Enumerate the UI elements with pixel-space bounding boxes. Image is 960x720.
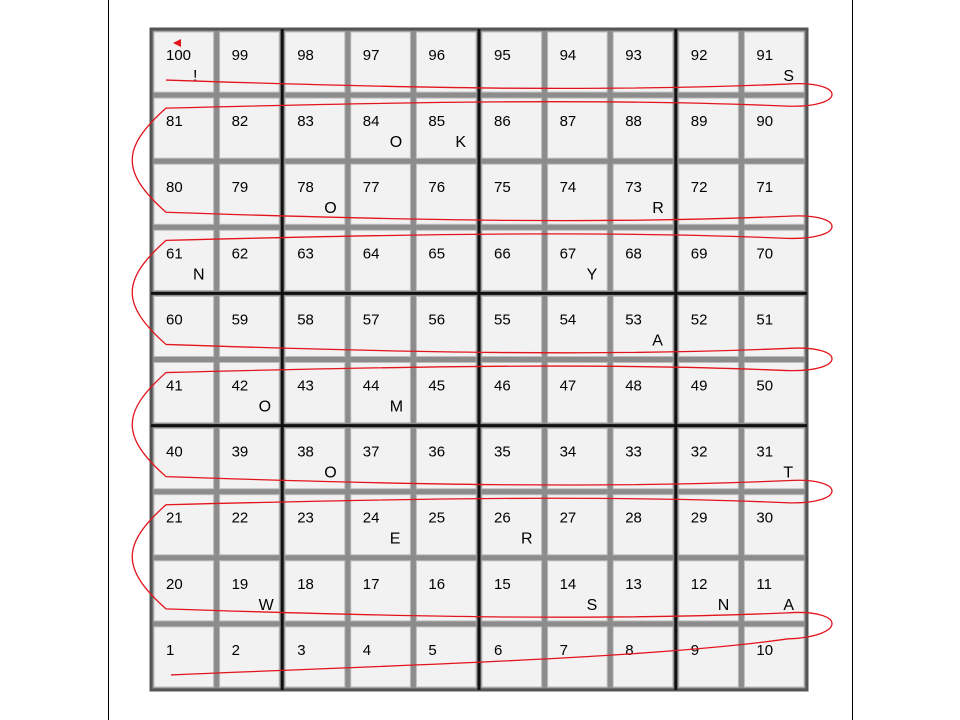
cell-number: 53 [625,311,642,329]
cell-tile [613,32,673,92]
cell-tile [351,627,411,687]
cell-number: 25 [428,509,446,527]
cell-tile [679,230,739,290]
cell-number: 12 [690,575,708,593]
cell-number: 87 [559,113,577,131]
cell-tile [548,296,608,356]
cell-letter: A [783,596,795,614]
grid-cell [154,429,214,489]
cell-number: 99 [231,47,249,64]
cell-number: 51 [756,311,774,329]
grid-cell [548,429,608,489]
grid-cell [351,230,411,290]
grid-cell [482,627,542,687]
cell-tile [679,296,739,356]
cell-number: 80 [166,179,183,197]
cell-number: 35 [494,443,511,461]
cell-tile [548,363,608,423]
cell-number: 27 [559,509,577,527]
cell-letter: N [193,266,205,284]
cell-number: 2 [231,641,240,659]
cell-tile [613,230,673,290]
cell-number: 33 [625,443,642,461]
cell-number: 44 [362,377,380,395]
cell-tile [416,627,476,687]
cell-number: 96 [428,47,446,64]
cell-tile [482,495,542,555]
cell-number: 29 [690,509,708,527]
cell-tile [679,429,739,489]
cell-tile [744,495,804,555]
cell-number: 58 [297,311,314,329]
cell-number: 55 [494,311,511,329]
cell-number: 24 [362,509,380,527]
cell-number: 9 [690,641,700,659]
cell-tile [285,561,345,621]
cell-number: 88 [625,113,642,131]
cell-number: 76 [428,179,446,197]
cell-number: 78 [297,179,314,197]
cell-number: 5 [428,641,437,659]
cell-number: 10 [756,641,774,659]
cell-number: 69 [690,245,708,263]
cell-tile [744,230,804,290]
cell-letter: O [258,398,272,416]
grid-cell [285,32,345,92]
grid-cell [285,495,345,555]
cell-tile [482,98,542,158]
cell-number: 17 [362,575,380,593]
grid-cell [679,98,739,158]
cell-number: 16 [428,575,446,593]
cell-tile [548,230,608,290]
cell-number: 28 [625,509,642,527]
cell-number: 65 [428,245,446,263]
cell-number: 1 [166,641,175,659]
cell-tile [285,363,345,423]
cell-tile [482,296,542,356]
grid-cell [613,230,673,290]
grid-cell [285,230,345,290]
grid-cell [613,363,673,423]
cell-tile [285,495,345,555]
cell-number: 79 [231,179,249,197]
cell-number: 67 [559,245,577,263]
cell-letter: W [258,596,274,614]
cell-number: 31 [756,443,774,461]
cell-tile [154,561,214,621]
cell-number: 4 [362,641,372,659]
cell-tile [744,627,804,687]
cell-tile [154,164,214,224]
grid-cell [351,561,411,621]
cell-number: 100 [166,47,192,64]
cell-number: 66 [494,245,511,263]
grid-cell [416,32,476,92]
cell-number: 13 [625,575,642,593]
cell-number: 41 [166,377,183,395]
grid-cell [679,296,739,356]
cell-letter: S [586,596,598,614]
cell-tile [482,561,542,621]
grid-cell [154,296,214,356]
cell-number: 71 [756,179,774,197]
cell-number: 40 [166,443,183,461]
cell-tile [548,98,608,158]
cell-number: 97 [362,47,380,64]
grid-cell [416,363,476,423]
cell-tile [416,296,476,356]
cell-tile [548,429,608,489]
cell-tile [679,98,739,158]
cell-tile [416,429,476,489]
grid-cell [679,429,739,489]
cell-number: 83 [297,113,314,131]
grid-cell [285,98,345,158]
cell-tile [548,561,608,621]
grid-cell [548,296,608,356]
cell-tile [482,429,542,489]
cell-number: 45 [428,377,446,395]
cell-number: 68 [625,245,642,263]
grid-cell [482,429,542,489]
cell-tile [744,363,804,423]
grid-cell [548,230,608,290]
grid-cell [613,561,673,621]
grid-cell [548,495,608,555]
cell-tile [416,561,476,621]
cell-letter: O [324,200,337,218]
cell-number: 14 [559,575,577,593]
grid-cell [351,296,411,356]
cell-tile [482,32,542,92]
cell-number: 42 [231,377,249,395]
cell-tile [679,495,739,555]
cell-tile [744,98,804,158]
cell-number: 81 [166,113,183,131]
cell-number: 95 [494,47,511,64]
grid-cell [679,230,739,290]
grid-cell [482,230,542,290]
grid-cell [416,164,476,224]
cell-number: 6 [494,641,503,659]
grid-cell [416,230,476,290]
cell-tile [548,164,608,224]
cell-number: 23 [297,509,314,527]
cell-tile [285,32,345,92]
cell-letter: K [455,134,467,152]
cell-tile [482,230,542,290]
cell-number: 54 [559,311,577,329]
cell-number: 72 [690,179,708,197]
cell-tile [416,230,476,290]
cell-tile [285,98,345,158]
grid-cell [613,296,673,356]
grid-cell [613,429,673,489]
grid-cell [613,627,673,687]
cell-number: 47 [559,377,577,395]
cell-number: 50 [756,377,774,395]
cell-number: 19 [231,575,249,593]
cell-number: 48 [625,377,642,395]
cell-tile [351,561,411,621]
cell-tile [351,296,411,356]
cell-tile [351,164,411,224]
cell-number: 62 [231,245,249,263]
grid-cell [548,561,608,621]
grid-cell [482,363,542,423]
cell-letter: E [389,530,401,548]
grid-cell [220,627,280,687]
cell-tile [416,98,476,158]
cell-tile [220,627,280,687]
grid-cell [416,296,476,356]
cell-number: 43 [297,377,314,395]
grid-cell [482,495,542,555]
cell-number: 70 [756,245,774,263]
cell-letter: M [389,398,404,416]
grid-cell [744,363,804,423]
grid-cell [482,164,542,224]
cell-number: 82 [231,113,249,131]
cell-number: 74 [559,179,577,197]
cell-number: 7 [559,641,568,659]
cell-number: 89 [690,113,708,131]
cell-number: 57 [362,311,380,329]
cell-number: 3 [297,641,306,659]
cell-tile [285,230,345,290]
cell-tile [416,495,476,555]
grid-cell [613,98,673,158]
grid-cell [548,164,608,224]
cell-letter: S [783,68,795,85]
grid-cell [744,230,804,290]
grid-cell [351,627,411,687]
cell-number: 98 [297,47,314,64]
cell-tile [351,429,411,489]
cell-number: 49 [690,377,708,395]
cell-tile [613,98,673,158]
cell-letter: ! [193,68,198,85]
grid-cell [416,429,476,489]
cell-number: 60 [166,311,183,329]
cell-letter: R [652,200,664,218]
cell-number: 46 [494,377,511,395]
cell-tile [613,296,673,356]
cell-letter: A [652,332,663,350]
cell-letter: T [783,464,794,482]
grid-cell [613,495,673,555]
grid-cell [548,32,608,92]
cell-tile [351,230,411,290]
cell-number: 73 [625,179,642,197]
grid-cell [154,561,214,621]
grid-cell [679,561,739,621]
grid-cell [744,98,804,158]
cell-number: 30 [756,509,774,527]
cell-number: 86 [494,113,511,131]
cell-number: 59 [231,311,249,329]
cell-number: 8 [625,641,634,659]
cell-tile [679,627,739,687]
cell-number: 61 [166,245,183,263]
cell-number: 34 [559,443,577,461]
grid-cell [285,627,345,687]
cell-tile [285,627,345,687]
grid-cell [679,363,739,423]
grid-cell [482,561,542,621]
grid-cell [482,32,542,92]
cell-tile [679,164,739,224]
grid-cell [679,495,739,555]
cell-letter: N [717,596,730,614]
cell-tile [482,363,542,423]
cell-number: 84 [362,113,380,131]
cell-number: 85 [428,113,446,131]
grid-cell [548,363,608,423]
cell-number: 11 [756,575,772,593]
cell-tile [613,429,673,489]
cell-tile [285,296,345,356]
grid-cell [351,32,411,92]
cell-number: 75 [494,179,511,197]
grid-cell [548,98,608,158]
grid-cell [154,32,214,92]
cell-tile [154,627,214,687]
cell-number: 26 [494,509,511,527]
grid-cell [416,98,476,158]
cell-tile [613,164,673,224]
cell-tile [679,32,739,92]
grid-cell [416,561,476,621]
cell-number: 22 [231,509,249,527]
cell-tile [154,429,214,489]
cell-number: 18 [297,575,314,593]
cell-tile [613,363,673,423]
grid-cell [351,164,411,224]
grid-cell [744,627,804,687]
grid-cell [416,627,476,687]
cell-letter: R [521,530,533,548]
cell-tile [351,32,411,92]
cell-number: 91 [756,47,774,64]
grid-cell [679,32,739,92]
cell-number: 37 [362,443,380,461]
cell-tile [351,495,411,555]
cell-tile [154,296,214,356]
cell-tile [613,627,673,687]
grid-cell [416,495,476,555]
grid-cell [482,98,542,158]
grid-cell [613,32,673,92]
grid-cell [154,164,214,224]
cell-number: 77 [362,179,380,197]
grid-cell [679,627,739,687]
grid-cell [285,296,345,356]
cell-tile [416,32,476,92]
grid-cell [613,164,673,224]
cell-number: 20 [166,575,183,593]
cell-number: 38 [297,443,314,461]
cell-number: 93 [625,47,642,64]
cell-tile [416,164,476,224]
grid-cell [285,363,345,423]
grid-cell [351,495,411,555]
cell-number: 94 [559,47,577,64]
cell-tile [679,561,739,621]
cell-tile [548,32,608,92]
cell-number: 56 [428,311,446,329]
cell-number: 90 [756,113,774,131]
cell-number: 15 [494,575,511,593]
grid-cell [679,164,739,224]
cell-tile [679,363,739,423]
cell-number: 63 [297,245,314,263]
grid-cell [154,627,214,687]
cell-number: 92 [690,47,708,64]
cell-tile [482,627,542,687]
grid-cell [351,429,411,489]
cell-number: 36 [428,443,446,461]
grid-cell [744,495,804,555]
cell-letter: O [389,134,403,152]
cell-tile [613,495,673,555]
cell-letter: Y [586,266,598,284]
grid-cell [285,561,345,621]
cell-number: 52 [690,311,708,329]
cell-number: 39 [231,443,249,461]
cell-tile [416,363,476,423]
cell-letter: O [324,464,337,482]
cell-number: 32 [690,443,708,461]
cell-tile [482,164,542,224]
cell-number: 21 [166,509,183,527]
grid-cell [482,296,542,356]
cell-number: 64 [362,245,380,263]
cell-tile [548,495,608,555]
cell-tile [613,561,673,621]
